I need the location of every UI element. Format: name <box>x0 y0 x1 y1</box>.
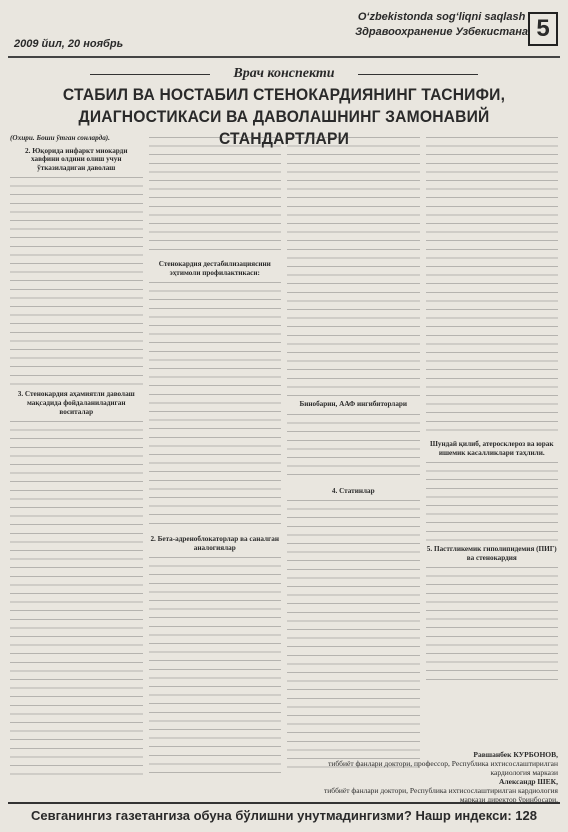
rubric-line-right <box>358 74 478 75</box>
body-text-block <box>287 136 420 396</box>
section-heading: 2. Юқорида инфаркт миокарди хавфини олдини олиш учун ўтказиладиган даволаш <box>25 146 128 172</box>
author-name-2: Александр ШЕК, <box>499 777 558 786</box>
body-text-block <box>426 566 559 686</box>
rubric <box>0 64 568 82</box>
rubric-line-left <box>90 74 210 75</box>
author-signature <box>308 750 558 804</box>
headline-line-1: СТАБИЛ ВА НОСТАБИЛ СТЕНОКАРДИЯНИНГ ТАСНИФИ, <box>62 85 506 104</box>
section-heading: 3. Стенокардия аҳамиятли даволаш мақсадида фойдаланиладиган воситалар <box>17 390 135 416</box>
author-title-2: тиббиёт фанлари доктори, Республика ихтисослаштирилган кардиология маркази директор ўринбосари. <box>323 786 558 804</box>
newspaper-title-russian: Здравоохранение Узбекистана <box>355 26 528 38</box>
author-name-1: Равшанбек КУРБОНОВ, <box>473 750 558 759</box>
body-text-block <box>149 556 282 776</box>
page-number: 5 <box>528 12 558 46</box>
subscription-footer: Севганингиз газетангиза обуна бўлишни унутмадингизми? Нашр индекси: 128 <box>8 802 560 826</box>
body-text-block <box>287 499 420 769</box>
column-2 <box>149 134 282 790</box>
body-text-block <box>287 413 420 483</box>
body-text-block <box>426 461 559 541</box>
issue-date: 2009 йил, 20 ноябрь <box>14 38 124 50</box>
section-heading: 4. Статинлар <box>331 486 375 495</box>
section-heading: Стенокардия дестабилизациясини эҳтимоли профилактикаси: <box>158 260 271 277</box>
column-1 <box>10 134 143 790</box>
body-text-block <box>10 420 143 780</box>
headline-line-2: ДИАГНОСТИКАСИ ВА ДАВОЛАШНИНГ ЗАМОНАВИЙ СТАНДАРТЛАРИ <box>78 107 490 148</box>
newspaper-title-latin: O‘zbekistonda sog‘liqni saqlash <box>357 11 526 23</box>
header-divider <box>8 56 560 58</box>
body-text-block <box>426 136 559 436</box>
body-text-block <box>149 281 282 531</box>
rubric-label: Врач конспекти <box>233 66 335 81</box>
section-heading: 5. Пастгликемик гиполипидемия (ПИГ) ва стенокардия <box>426 545 557 562</box>
page-header <box>0 0 568 60</box>
column-3 <box>287 134 420 790</box>
newspaper-title <box>355 10 528 40</box>
body-text-block <box>149 136 282 256</box>
article-body <box>10 134 558 790</box>
column-4 <box>426 134 559 790</box>
body-text-block <box>10 176 143 386</box>
section-heading: Бинобарин, ААФ ингибиторлари <box>299 400 408 408</box>
section-heading: Шундай қилиб, атеросклероз ва юрак ишемик касалликлари таҳлили. <box>430 440 554 457</box>
section-heading: 2. Бета-адреноблокаторлар ва саналган аналогиялар <box>150 535 280 552</box>
author-title-1: тиббиёт фанлари доктори, профессор, Республика ихтисослаштирилган кардиология маркази <box>328 759 558 777</box>
intro-note: (Охири. Боши ўтган сонларда). <box>10 134 110 142</box>
